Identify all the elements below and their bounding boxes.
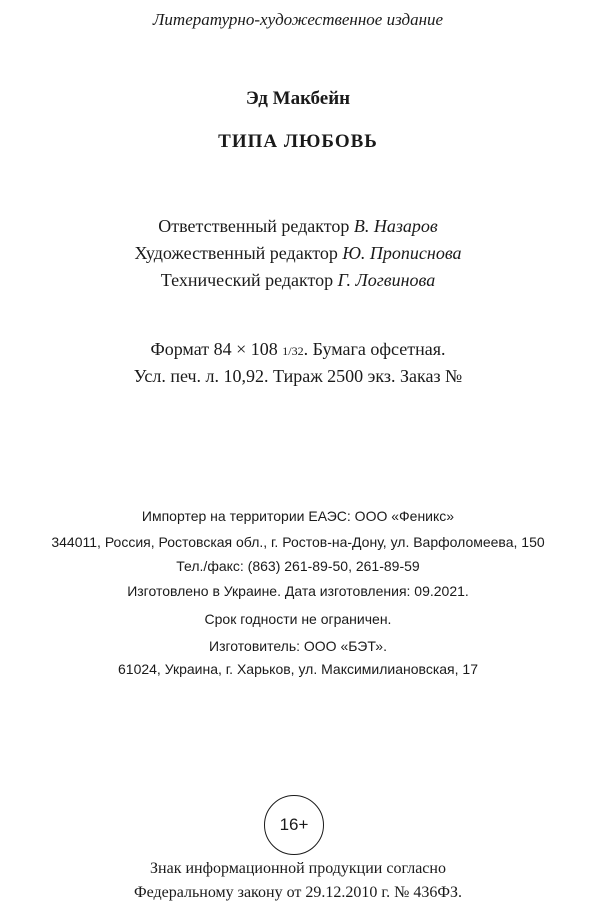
print-format bbox=[0, 339, 596, 360]
book-title: ТИПА ЛЮБОВЬ bbox=[218, 131, 378, 152]
format-prefix: Формат 84 × 108 bbox=[150, 339, 278, 359]
made-in: Изготовлено в Украине. Дата изготовления: 09.2021. bbox=[127, 583, 469, 599]
importer-address: 344011, Россия, Ростовская обл., г. Ростов-на-Дону, ул. Варфоломеева, 150 bbox=[51, 534, 545, 550]
print-run: Усл. печ. л. 10,92. Тираж 2500 экз. Заказ № bbox=[133, 366, 463, 386]
age-rating-badge: 16+ bbox=[264, 795, 324, 855]
manufacturer-address: 61024, Украина, г. Харьков, ул. Максимилиановская, 17 bbox=[118, 661, 478, 677]
editor-role: Технический редактор bbox=[160, 270, 334, 290]
footer-line-1: Знак информационной продукции согласно bbox=[150, 860, 446, 877]
editor-role: Ответственный редактор bbox=[158, 216, 350, 236]
editor-name: Г. Логвинова bbox=[337, 270, 436, 290]
editor-art bbox=[0, 243, 596, 264]
edition-type: Литературно-художественное издание bbox=[152, 10, 444, 29]
editor-technical bbox=[0, 270, 596, 291]
format-suffix: . Бумага офсетная. bbox=[303, 339, 446, 359]
phone: Тел./факс: (863) 261-89-50, 261-89-59 bbox=[176, 558, 420, 574]
editor-role: Художественный редактор bbox=[134, 243, 338, 263]
format-fraction: 1/32 bbox=[282, 344, 304, 358]
manufacturer: Изготовитель: ООО «БЭТ». bbox=[209, 638, 387, 654]
editor-name: В. Назаров bbox=[353, 216, 438, 236]
shelf-life: Срок годности не ограничен. bbox=[204, 611, 392, 627]
author-name: Эд Макбейн bbox=[245, 88, 351, 109]
footer-line-2: Федеральному закону от 29.12.2010 г. № 436ФЗ. bbox=[133, 884, 463, 901]
editor-name: Ю. Прописнова bbox=[342, 243, 462, 263]
importer: Импортер на территории ЕАЭС: ООО «Феникс» bbox=[141, 508, 455, 524]
editor-responsible bbox=[0, 216, 596, 237]
